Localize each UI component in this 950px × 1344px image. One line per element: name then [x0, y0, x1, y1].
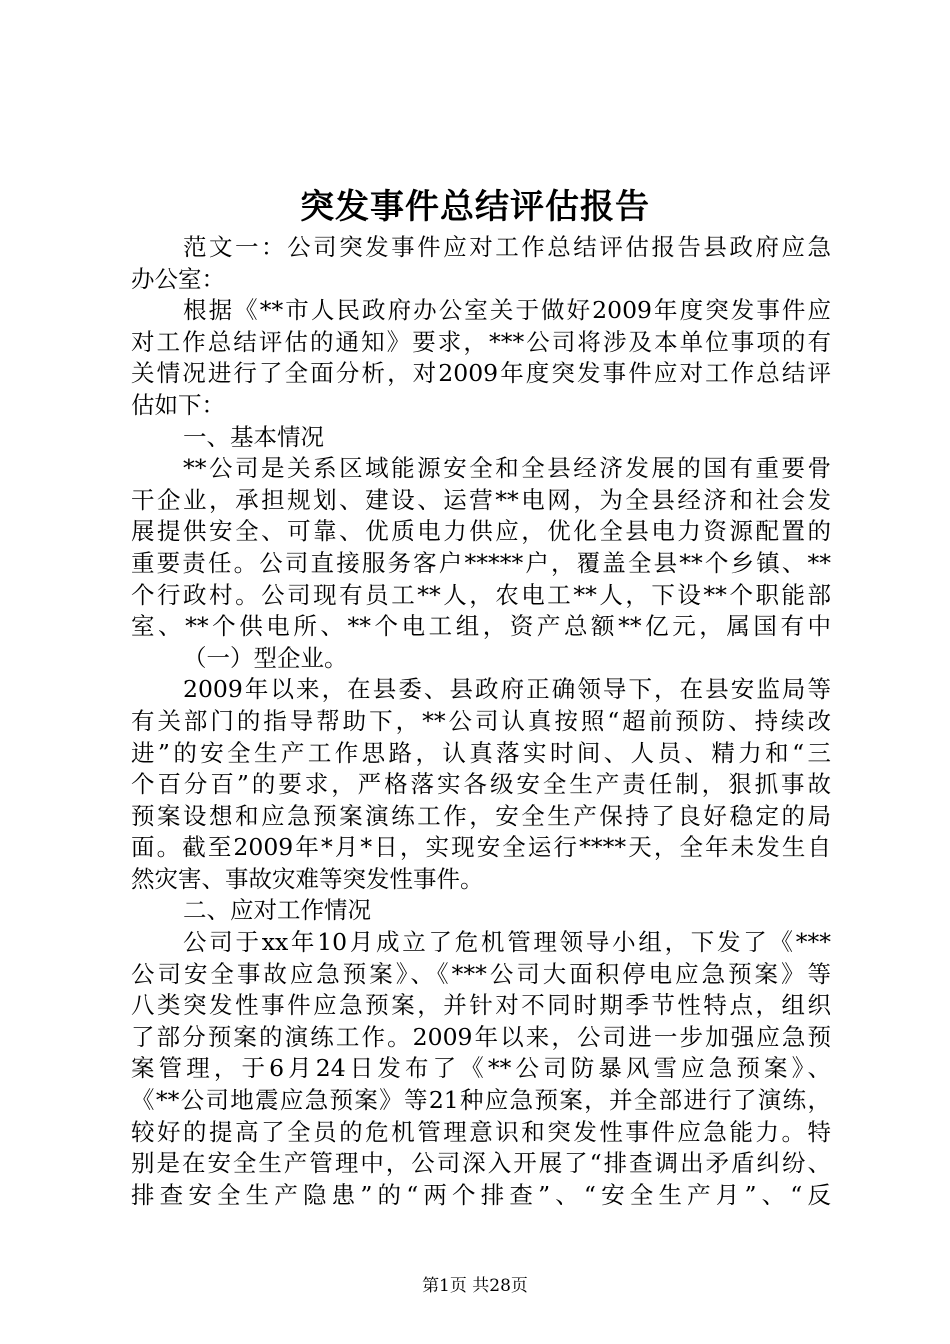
text-line: 了部分预案的演练工作。2009年以来，公司进一步加强应急预 [131, 1022, 831, 1051]
text-line: 然灾害、事故灾难等突发性事件。 [131, 864, 484, 893]
text-line: 面。截至2009年*月*日，实现安全运行****天，全年未发生自 [131, 833, 831, 862]
text-line: 进”的安全生产工作思路，认真落实时间、人员、精力和“三 [131, 738, 831, 767]
text-line: 公司安全事故应急预案》、《***公司大面积停电应急预案》等 [131, 959, 831, 988]
text-line: 干企业，承担规划、建设、运营**电网，为全县经济和社会发 [131, 485, 831, 514]
text-line: **公司是关系区域能源安全和全县经济发展的国有重要骨 [183, 454, 831, 483]
text-line: 公司于xx年10月成立了危机管理领导小组，下发了《*** [183, 928, 831, 957]
text-line: 个行政村。公司现有员工**人，农电工**人，下设**个职能部 [131, 580, 831, 609]
text-line: 有关部门的指导帮助下，**公司认真按照“超前预防、持续改 [131, 706, 831, 735]
text-line: 2009年以来，在县委、县政府正确领导下，在县安监局等 [183, 675, 831, 704]
text-line: 室、**个供电所、**个电工组，资产总额**亿元，属国有中 [131, 612, 831, 641]
text-line: 范文一：公司突发事件应对工作总结评估报告县政府应急 [183, 233, 831, 261]
text-line: 估如下： [131, 390, 225, 419]
page-footer: 第1页 共28页 [422, 1276, 528, 1296]
text-line: （一）型企业。 [183, 643, 348, 672]
text-line: 重要责任。公司直接服务客户*****户，覆盖全县**个乡镇、** [131, 548, 831, 577]
document-body [131, 232, 831, 1211]
text-line: 排查安全生产隐患”的“两个排查”、“安全生产月”、“反 [131, 1180, 831, 1209]
text-line: 办公室： [131, 264, 225, 293]
text-line: 较好的提高了全员的危机管理意识和突发性事件应急能力。特 [131, 1117, 831, 1146]
text-line: 关情况进行了全面分析，对2009年度突发事件应对工作总结评 [131, 359, 831, 388]
text-line: 二、应对工作情况 [183, 896, 371, 925]
document-title: 突发事件总结评估报告 [300, 187, 650, 227]
text-line: 别是在安全生产管理中，公司深入开展了“排查调出矛盾纠纷、 [131, 1149, 831, 1178]
text-line: 个百分百”的要求，严格落实各级安全生产责任制，狠抓事故 [131, 770, 831, 799]
text-line: 对工作总结评估的通知》要求，***公司将涉及本单位事项的有 [131, 327, 831, 356]
text-line: 展提供安全、可靠、优质电力供应，优化全县电力资源配置的 [131, 517, 831, 546]
text-line: 八类突发性事件应急预案，并针对不同时期季节性特点，组织 [131, 991, 831, 1020]
text-line: 根据《**市人民政府办公室关于做好2009年度突发事件应 [183, 296, 831, 325]
text-line: 一、基本情况 [183, 422, 324, 451]
text-line: 《**公司地震应急预案》等21种应急预案，并全部进行了演练， [131, 1086, 831, 1115]
text-line: 预案设想和应急预案演练工作，安全生产保持了良好稳定的局 [131, 801, 831, 830]
text-line: 案管理，于6月24日发布了《**公司防暴风雪应急预案》、 [131, 1054, 831, 1083]
